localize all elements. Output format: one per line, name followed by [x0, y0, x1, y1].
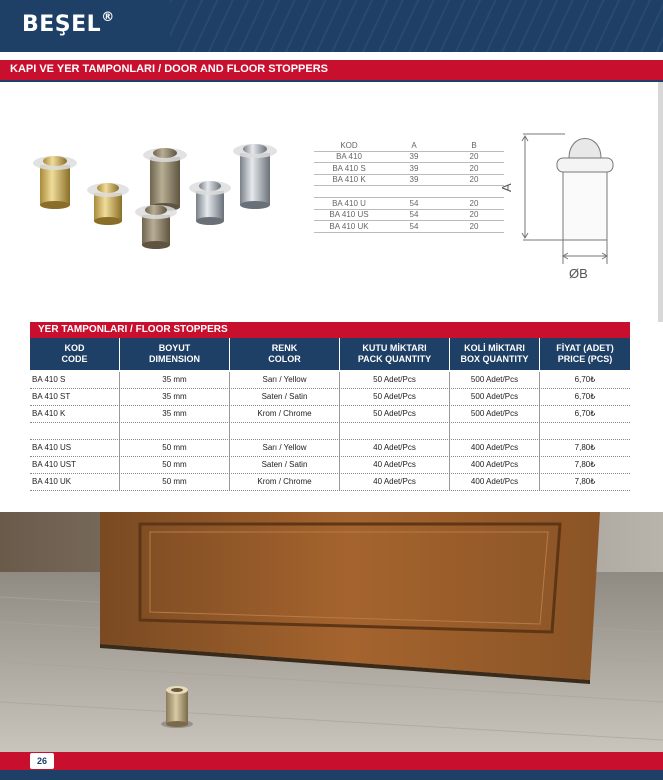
header-pattern [170, 0, 663, 52]
section-title-bar [0, 60, 663, 80]
dimension-b-label: ØB [569, 266, 588, 281]
table-row: BA 410 US 50 mm Sarı / Yellow 40 Adet/Pcs 400 Adet/Pcs 7,80₺ [30, 440, 630, 457]
floor-table-title: YER TAMPONLARI / FLOOR STOPPERS [38, 324, 228, 335]
dimension-a-label: A [499, 183, 514, 192]
table-row: BA 410 S 35 mm Sarı / Yellow 50 Adet/Pcs 500 Adet/Pcs 6,70₺ [30, 372, 630, 389]
table-row: BA 410 UK 54 20 [314, 221, 504, 233]
floor-stopper-room-photo [0, 512, 663, 752]
page-edge [658, 82, 663, 322]
table-gap [314, 186, 504, 198]
table-row: BA 410 ST 35 mm Saten / Satin 50 Adet/Pcs 500 Adet/Pcs 6,70₺ [30, 389, 630, 406]
table-row: BA 410 U 54 20 [314, 198, 504, 210]
stopper-satin-tall [143, 148, 187, 211]
table-row: BA 410 K 35 mm Krom / Chrome 50 Adet/Pcs 500 Adet/Pcs 6,70₺ [30, 406, 630, 423]
col-header-pack: KUTU MİKTARI PACK QUANTITY [340, 338, 450, 370]
table-row: BA 410 UK 50 mm Krom / Chrome 40 Adet/Pcs 400 Adet/Pcs 7,80₺ [30, 474, 630, 491]
stopper-gold-tall [33, 156, 77, 209]
dimension-header-row: KOD A B [314, 140, 504, 152]
page-header [0, 0, 663, 52]
col-header-price: FİYAT (ADET) PRICE (PCS) [556, 343, 614, 364]
floor-table-body [30, 372, 630, 491]
footer-strip [0, 770, 663, 780]
table-row: BA 410 UST 50 mm Saten / Satin 40 Adet/Pcs 400 Adet/Pcs 7,80₺ [30, 457, 630, 474]
stopper-chrome-short [189, 181, 231, 225]
footer-bar [0, 752, 663, 770]
col-header-code: KOD CODE [30, 338, 120, 370]
stopper-chrome-tall [233, 144, 277, 209]
col-header-box: KOLİ MİKTARI BOX QUANTITY [450, 338, 540, 370]
section-title: KAPI VE YER TAMPONLARI / DOOR AND FLOOR STOPPERS [10, 63, 329, 75]
table-row: BA 410 K 39 20 [314, 175, 504, 187]
table-row: BA 410 39 20 [314, 152, 504, 164]
col-header-color: RENK COLOR [230, 338, 340, 370]
stopper-satin-short [135, 205, 177, 249]
page-number: 26 [30, 753, 54, 769]
floor-table-header [30, 338, 630, 370]
technical-diagram [499, 128, 615, 288]
dimension-table [314, 140, 504, 233]
product-photo [30, 135, 300, 265]
divider [0, 80, 663, 82]
table-row: BA 410 US 54 20 [314, 210, 504, 222]
table-row: BA 410 S 39 20 [314, 163, 504, 175]
brand-logo: BEŞEL® [22, 10, 115, 37]
col-header-dimension: BOYUT DIMENSION [120, 338, 230, 370]
table-gap [30, 423, 630, 440]
floor-table-title-bar [30, 322, 630, 338]
stopper-gold-short [87, 183, 129, 225]
